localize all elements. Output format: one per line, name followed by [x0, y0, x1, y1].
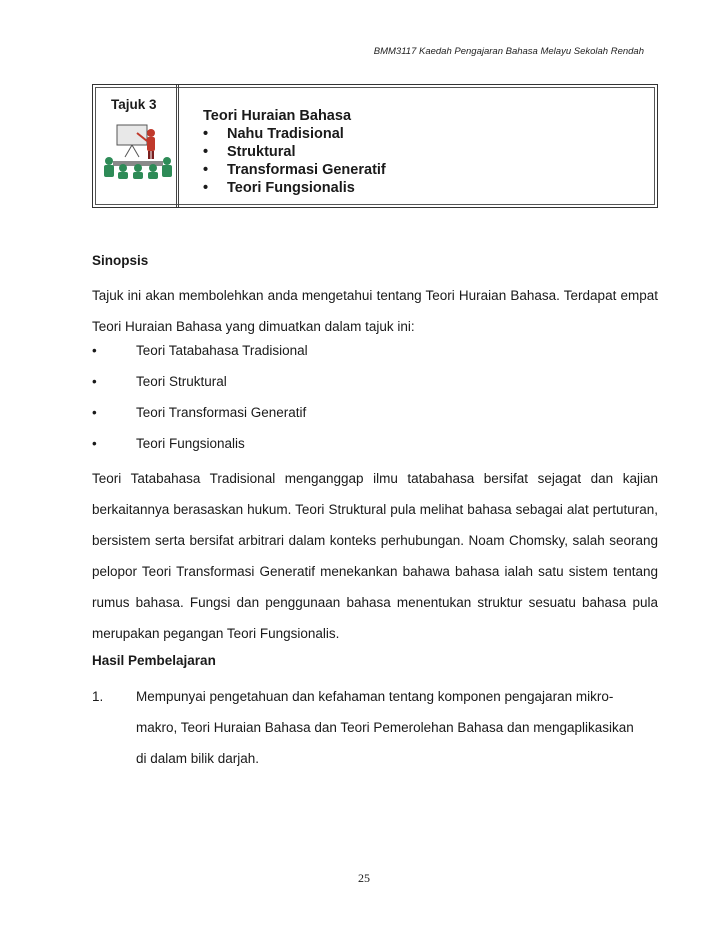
outcome-number: 1.	[92, 689, 104, 704]
topic-list	[203, 125, 386, 197]
synopsis-bullet-text: Teori Tatabahasa Tradisional	[136, 343, 308, 358]
topic-item: • Transformasi Generatif	[203, 161, 386, 179]
outcome-text: Mempunyai pengetahuan dan kefahaman tentang komponen pengajaran mikro-makro, Teori Huraian Bahasa dan Teori Pemerolehan Bahasa dan mengaplikasikan di dalam bilik darjah.	[136, 689, 634, 766]
synopsis-bullet-text: Teori Struktural	[136, 374, 227, 389]
synopsis-bullet-text: Teori Fungsionalis	[136, 436, 245, 451]
synopsis-body: Teori Tatabahasa Tradisional menganggap ilmu tatabahasa bersifat sejagat dan kajian berkaitannya berasaskan hukum. Teori Struktural pula melihat bahasa sebagai alat pertuturan, bersistem serta bersifat arbitrari dalam konteks perhubungan. Noam Chomsky, salah seorang pelopor Teori Transformasi Generatif menekankan bahawa bahasa ialah satu sistem tentang rumus bahasa. Fungsi dan penggunaan bahasa menentukan struktur sesuatu bahasa pula merupakan pegangan Teori Fungsionalis.	[92, 471, 658, 641]
bullet-icon: •	[92, 405, 97, 420]
topic-item: • Nahu Tradisional	[203, 125, 386, 143]
bullet-icon: •	[92, 343, 97, 358]
topic-box	[92, 84, 658, 208]
synopsis-bullet-text: Teori Transformasi Generatif	[136, 405, 307, 420]
bullet-icon: •	[92, 436, 97, 451]
topic-label-cell	[93, 85, 179, 207]
page-number: 25	[358, 871, 370, 885]
synopsis-heading: Sinopsis	[92, 253, 149, 268]
running-header: BMM3117 Kaedah Pengajaran Bahasa Melayu Sekolah Rendah	[373, 46, 644, 57]
bullet-icon: •	[92, 374, 97, 389]
topic-item: • Struktural	[203, 143, 386, 161]
teacher-presentation-icon	[103, 121, 173, 179]
synopsis-intro: Tajuk ini akan membolehkan anda mengetahui tentang Teori Huraian Bahasa. Terdapat empat Teori Huraian Bahasa yang dimuatkan dalam tajuk ini:	[92, 288, 658, 334]
topic-title: Teori Huraian Bahasa	[203, 108, 352, 124]
topic-item: • Teori Fungsionalis	[203, 179, 386, 197]
topic-label: Tajuk 3	[111, 97, 157, 112]
outcomes-heading: Hasil Pembelajaran	[92, 653, 216, 668]
